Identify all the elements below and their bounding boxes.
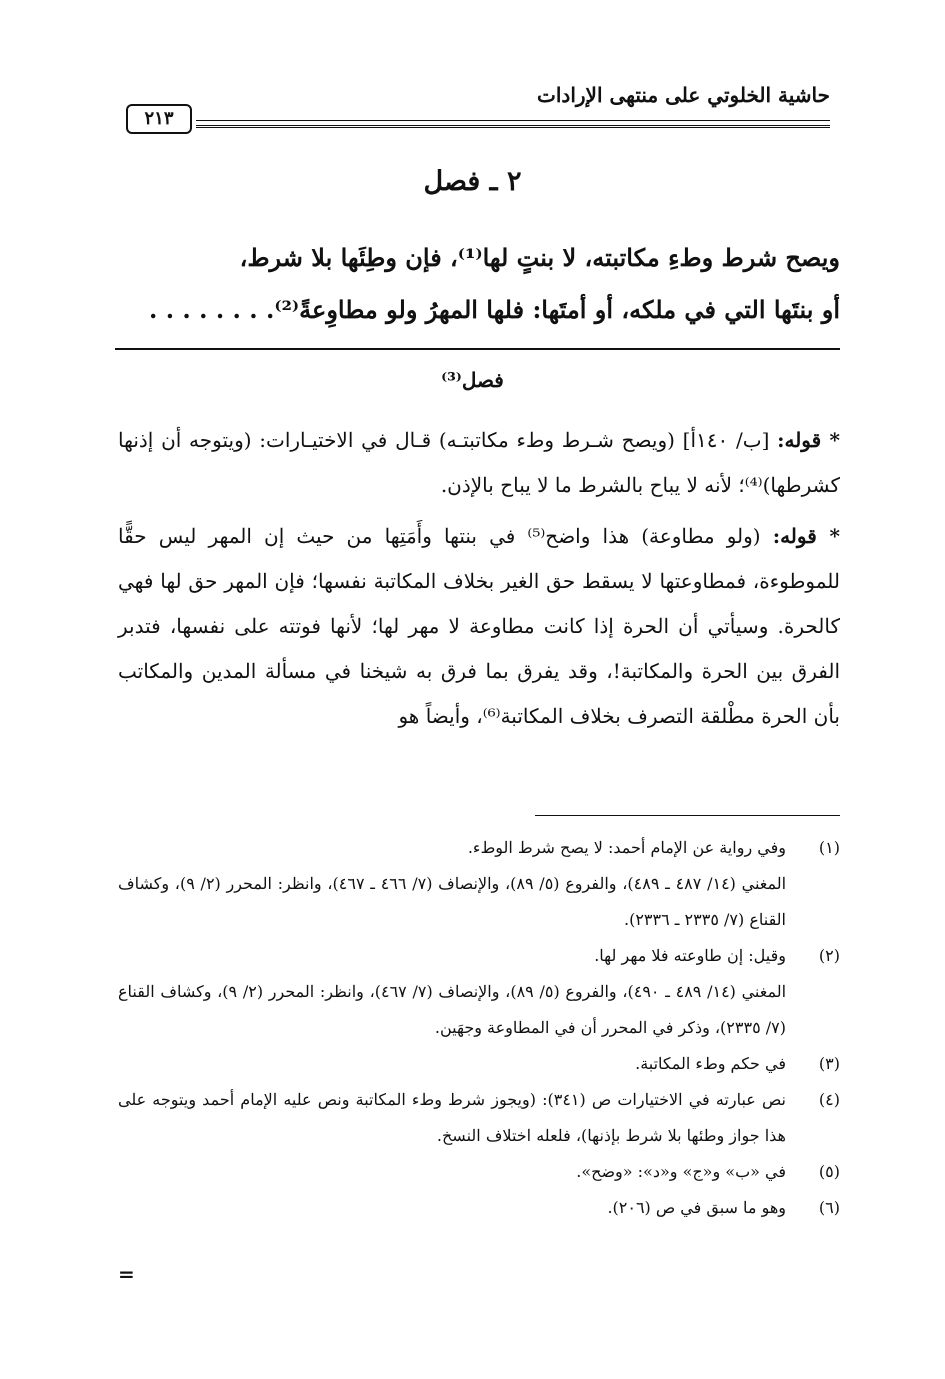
footnote [118,1154,840,1190]
footnote-number: (١) [818,838,840,857]
page-number: ٢١٣ [126,104,192,134]
footnote [118,1082,840,1154]
sub-heading: فصل⁽³⁾ [441,368,504,392]
header-rule [196,120,830,128]
matn-line: أو بنتَها التي في ملكه، أو أمتَها: فلها المهرُ ولو مطاوِعةً⁽²⁾. . . . . . . . [148,295,840,324]
footnote-line: المغني (١٤/ ٤٨٩ ـ ٤٩٠)، والفروع (٥/ ٨٩)، والإنصاف (٧/ ٤٦٧)، وانظر: المحرر (٢/ ٩)، وكشاف القناع (٧/ ٢٣٣٥)، وذكر في المحرر أن في المطاوعة وجهَين. [118,982,787,1037]
book-title: حاشية الخلوتي على منتهى الإرادات [537,83,830,107]
commentary-paragraph [118,418,840,508]
footnote [118,830,840,938]
commentary-text: (ولو مطاوعة) هذا واضح⁽⁵⁾ في بنتها وأَمَتِها من حيث إن المهر ليس حقًّا للموطوءة، فمطاوعتها لا يسقط حق الغير بخلاف المكاتبة نفسها؛ فإن المهر حق لها فهي كالحرة. وسيأتي أن الحرة إذا كانت مطاوعة لا مهر لها؛ لأنها فوتته على نفسها، فتدبر الفرق بين الحرة والمكاتبة!، وقد يفرق بما فرق به شيخنا في مسألة المدين والمكاتب بأن الحرة مطْلقة التصرف بخلاف المكاتبة⁽⁶⁾، وأيضاً هو [118,524,840,728]
footnote-number: (٢) [818,946,840,965]
continuation-mark: = [118,1262,135,1286]
matn-divider [115,348,840,350]
footnote-line: وفي رواية عن الإمام أحمد: لا يصح شرط الوطء. [467,838,786,857]
matn-line: ويصح شرط وطءِ مكاتبته، لا بنتٍ لها⁽¹⁾، فإن وطِئَها بلا شرط، [239,243,840,272]
footnote-number: (٣) [818,1054,840,1073]
footnote [118,1190,840,1226]
commentary-lead: * قوله: [772,524,840,548]
footnote-number: (٤) [818,1090,840,1109]
footnotes [118,830,840,1226]
commentary-lead: * قوله: [777,428,840,452]
footnote [118,1046,840,1082]
footnote-line: وهو ما سبق في ص (٢٠٦). [607,1198,786,1217]
footnote-line: المغني (١٤/ ٤٨٧ ـ ٤٨٩)، والفروع (٥/ ٨٩)، والإنصاف (٧/ ٤٦٦ ـ ٤٦٧)، وانظر: المحرر (٢/ ٩)، وكشاف القناع (٧/ ٢٣٣٥ ـ ٢٣٣٦). [118,874,787,929]
matn-text [115,232,840,336]
running-header [126,82,830,132]
commentary-text: [ب/ ١٤٠أ] (ويصح شـرط وطء مكاتبتـه) قـال في الاختيـارات: (ويتوجه أن إذنها كشرطها)⁽⁴⁾؛ لأنه لا يباح بالشرط ما لا يباح بالإذن. [118,428,840,497]
footnote-line: في حكم وطء المكاتبة. [635,1054,786,1073]
footnote-line: في «ب» و«ج» و«د»: «وضح». [576,1162,786,1181]
section-heading: ٢ ـ فصل [423,166,522,197]
footnote-line: وقيل: إن طاوعته فلا مهر لها. [594,946,786,965]
footnote [118,938,840,1046]
footnote-line: نص عبارته في الاختيارات ص (٣٤١): (ويجوز شرط وطء المكاتبة ونص عليه الإمام أحمد ويتوجه على هذا جواز وطئها بلا شرط بإذنها)، فلعله اختلاف النسخ. [118,1090,787,1145]
footnote-number: (٦) [818,1198,840,1217]
commentary [118,418,840,745]
commentary-paragraph [118,514,840,739]
footnote-divider [535,815,840,816]
footnote-number: (٥) [818,1162,840,1181]
